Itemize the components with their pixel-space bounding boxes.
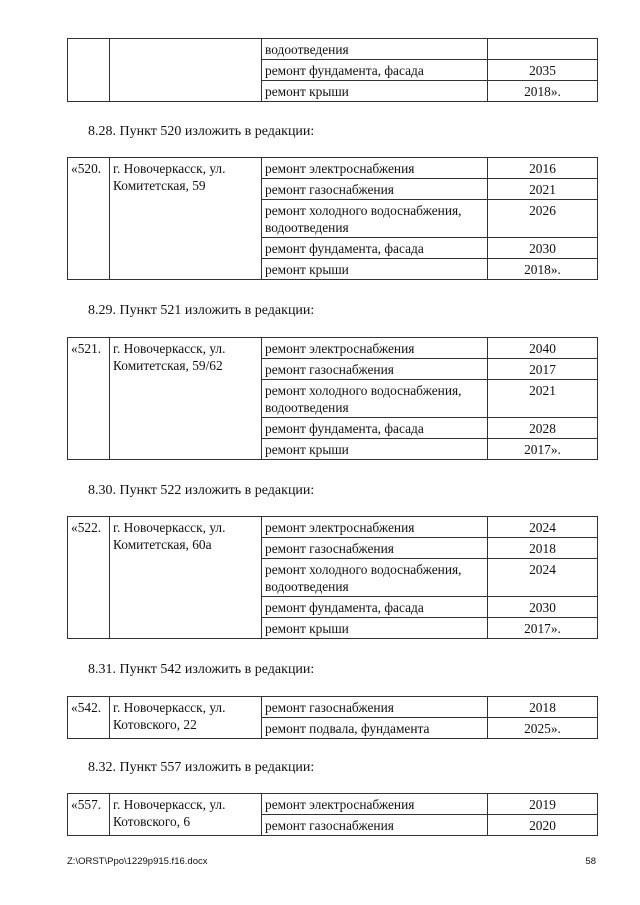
year-cell: 2035 bbox=[488, 60, 598, 81]
year-cell: 2026 bbox=[488, 200, 598, 238]
year-cell: 2018». bbox=[488, 81, 598, 102]
building-table bbox=[67, 793, 598, 836]
work-cell: ремонт крыши bbox=[262, 81, 488, 102]
year-cell: 2019 bbox=[488, 794, 598, 815]
year-cell: 2025». bbox=[488, 718, 598, 739]
address-cell: г. Новочеркасск, ул. Комитетская, 60а bbox=[110, 517, 262, 639]
table-row bbox=[68, 158, 598, 179]
year-cell: 2016 bbox=[488, 158, 598, 179]
work-cell: ремонт холодного водоснабжения, водоотведения bbox=[262, 200, 488, 238]
year-cell: 2018». bbox=[488, 259, 598, 280]
table-row bbox=[68, 39, 598, 60]
work-cell: ремонт крыши bbox=[262, 618, 488, 639]
table-row bbox=[68, 794, 598, 815]
address-cell: г. Новочеркасск, ул. Комитетская, 59 bbox=[110, 158, 262, 280]
work-cell: ремонт газоснабжения bbox=[262, 359, 488, 380]
address-cell: г. Новочеркасск, ул. Комитетская, 59/62 bbox=[110, 338, 262, 460]
table-row bbox=[68, 338, 598, 359]
address-cell bbox=[110, 39, 262, 102]
work-cell: ремонт подвала, фундамента bbox=[262, 718, 488, 739]
year-cell: 2024 bbox=[488, 559, 598, 597]
year-cell: 2024 bbox=[488, 517, 598, 538]
item-number: «557. bbox=[68, 794, 110, 836]
year-cell bbox=[488, 39, 598, 60]
work-cell: ремонт холодного водоснабжения, водоотведения bbox=[262, 559, 488, 597]
work-cell: ремонт электроснабжения bbox=[262, 338, 488, 359]
building-table bbox=[67, 516, 598, 639]
continuation-table bbox=[67, 38, 598, 102]
item-number: «520. bbox=[68, 158, 110, 280]
work-cell: ремонт фундамента, фасада bbox=[262, 597, 488, 618]
number-cell bbox=[68, 39, 110, 102]
item-number: «522. bbox=[68, 517, 110, 639]
address-cell: г. Новочеркасск, ул. Котовского, 6 bbox=[110, 794, 262, 836]
year-cell: 2018 bbox=[488, 697, 598, 718]
year-cell: 2017». bbox=[488, 439, 598, 460]
work-cell: ремонт электроснабжения bbox=[262, 794, 488, 815]
section-heading: 8.29. Пункт 521 изложить в редакции: bbox=[88, 303, 315, 318]
year-cell: 2028 bbox=[488, 418, 598, 439]
section-heading: 8.31. Пункт 542 изложить в редакции: bbox=[88, 662, 315, 677]
year-cell: 2040 bbox=[488, 338, 598, 359]
year-cell: 2017». bbox=[488, 618, 598, 639]
work-cell: ремонт холодного водоснабжения, водоотведения bbox=[262, 380, 488, 418]
year-cell: 2030 bbox=[488, 238, 598, 259]
work-cell: ремонт газоснабжения bbox=[262, 538, 488, 559]
work-cell: ремонт крыши bbox=[262, 259, 488, 280]
work-cell: ремонт газоснабжения bbox=[262, 697, 488, 718]
work-cell: ремонт фундамента, фасада bbox=[262, 418, 488, 439]
year-cell: 2017 bbox=[488, 359, 598, 380]
work-cell: ремонт крыши bbox=[262, 439, 488, 460]
year-cell: 2021 bbox=[488, 179, 598, 200]
page-number: 58 bbox=[585, 856, 596, 867]
work-cell: ремонт фундамента, фасада bbox=[262, 238, 488, 259]
section-heading: 8.30. Пункт 522 изложить в редакции: bbox=[88, 483, 315, 498]
building-table bbox=[67, 337, 598, 460]
section-heading: 8.28. Пункт 520 изложить в редакции: bbox=[88, 124, 315, 139]
work-cell: ремонт электроснабжения bbox=[262, 517, 488, 538]
item-number: «521. bbox=[68, 338, 110, 460]
table-row bbox=[68, 697, 598, 718]
year-cell: 2021 bbox=[488, 380, 598, 418]
footer-file-path: Z:\ORST\Ppo\1229p915.f16.docx bbox=[67, 856, 208, 867]
item-number: «542. bbox=[68, 697, 110, 739]
year-cell: 2030 bbox=[488, 597, 598, 618]
address-cell: г. Новочеркасск, ул. Котовского, 22 bbox=[110, 697, 262, 739]
work-cell: ремонт фундамента, фасада bbox=[262, 60, 488, 81]
table-row bbox=[68, 517, 598, 538]
year-cell: 2018 bbox=[488, 538, 598, 559]
work-cell: водоотведения bbox=[262, 39, 488, 60]
work-cell: ремонт газоснабжения bbox=[262, 815, 488, 836]
year-cell: 2020 bbox=[488, 815, 598, 836]
building-table bbox=[67, 696, 598, 739]
work-cell: ремонт газоснабжения bbox=[262, 179, 488, 200]
work-cell: ремонт электроснабжения bbox=[262, 158, 488, 179]
building-table bbox=[67, 157, 598, 280]
section-heading: 8.32. Пункт 557 изложить в редакции: bbox=[88, 760, 315, 775]
